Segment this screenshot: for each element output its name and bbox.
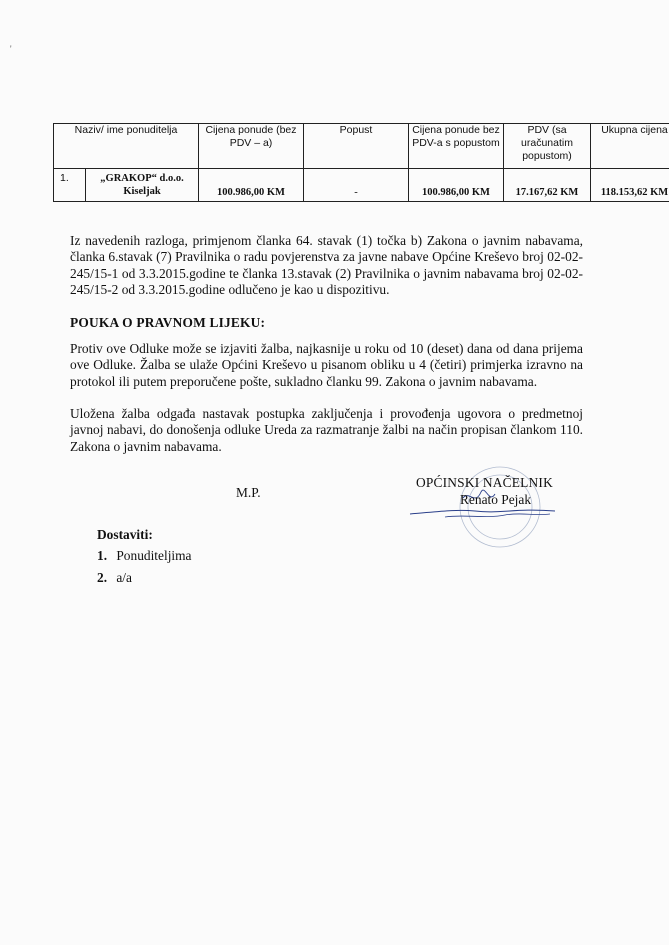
signatory-name: Renato Pejak: [460, 492, 532, 507]
delivery-heading: Dostaviti:: [97, 527, 153, 542]
header-price-discounted: Cijena ponude bez PDV-a s popustom: [409, 124, 504, 169]
table-row: [54, 169, 669, 202]
list-item-number: 2.: [97, 570, 108, 585]
header-bidder: Naziv/ ime ponuditelja: [54, 124, 199, 169]
decision-paragraph: Iz navedenih razloga, primjenom članka 64. stavak (1) točka b) Zakona o javnim nabavama, članka 6.stavak (7) Pravilnika o radu povjerenstva za javne nabave Općine Kreševo broj 02-02-245/15-1 od 3.3.2015.godine te članka 13.stavak (2) Pravilnika o javnim nabavama broj 02-02-245/15-2 od 3.3.2015.godine odlučeno je kao u dispozitivu.: [70, 233, 583, 298]
stamp-placeholder: M.P.: [236, 485, 261, 500]
legal-remedy-heading: POUKA O PRAVNOM LIJEKU:: [70, 315, 266, 330]
price-discounted-cell: 100.986,00 KM: [409, 169, 504, 202]
bidder-name: „GRAKOP“ d.o.o.: [100, 173, 184, 184]
delivery-list: [97, 545, 192, 589]
bid-table: [53, 123, 669, 202]
discount-cell: -: [304, 169, 409, 202]
vat-cell: 17.167,62 KM: [504, 169, 591, 202]
list-item-text: Ponuditeljima: [116, 548, 192, 563]
list-item: [97, 567, 192, 589]
header-vat: PDV (sa uračunatim popustom): [504, 124, 591, 169]
appeal-effect-paragraph: Uložena žalba odgađa nastavak postupka zaključenja i provođenja ugovora o predmetnoj javnoj nabavi, do donošenja odluke Ureda za razmatranje žalbi na način propisan člankom 110. Zakona o javnim nabavama.: [70, 406, 583, 454]
header-price: Cijena ponude (bez PDV – a): [199, 124, 304, 169]
header-discount: Popust: [304, 124, 409, 169]
appeal-paragraph: Protiv ove Odluke može se izjaviti žalba, najkasnije u roku od 10 (deset) dana od dana prijema ove Odluke. Žalba se ulaže Općini Kreševo u pisanom obliku u 4 (četiri) primjerka izravno na protokol ili putem preporučene pošte, sukladno članku 99. Zakona o javnim nabavama.: [70, 341, 583, 389]
signatory-title: OPĆINSKI NAČELNIK: [416, 475, 553, 490]
bidder-cell: [86, 169, 199, 202]
list-item-number: 1.: [97, 548, 108, 563]
table-header-row: [54, 124, 669, 169]
list-item: [97, 545, 192, 567]
row-number: 1.: [54, 169, 86, 202]
bidder-city: Kiseljak: [123, 186, 161, 197]
scan-mark: ': [10, 44, 12, 54]
list-item-text: a/a: [116, 570, 132, 585]
total-cell: 118.153,62 KM: [591, 169, 669, 202]
price-cell: 100.986,00 KM: [199, 169, 304, 202]
header-total: Ukupna cijena: [591, 124, 669, 169]
